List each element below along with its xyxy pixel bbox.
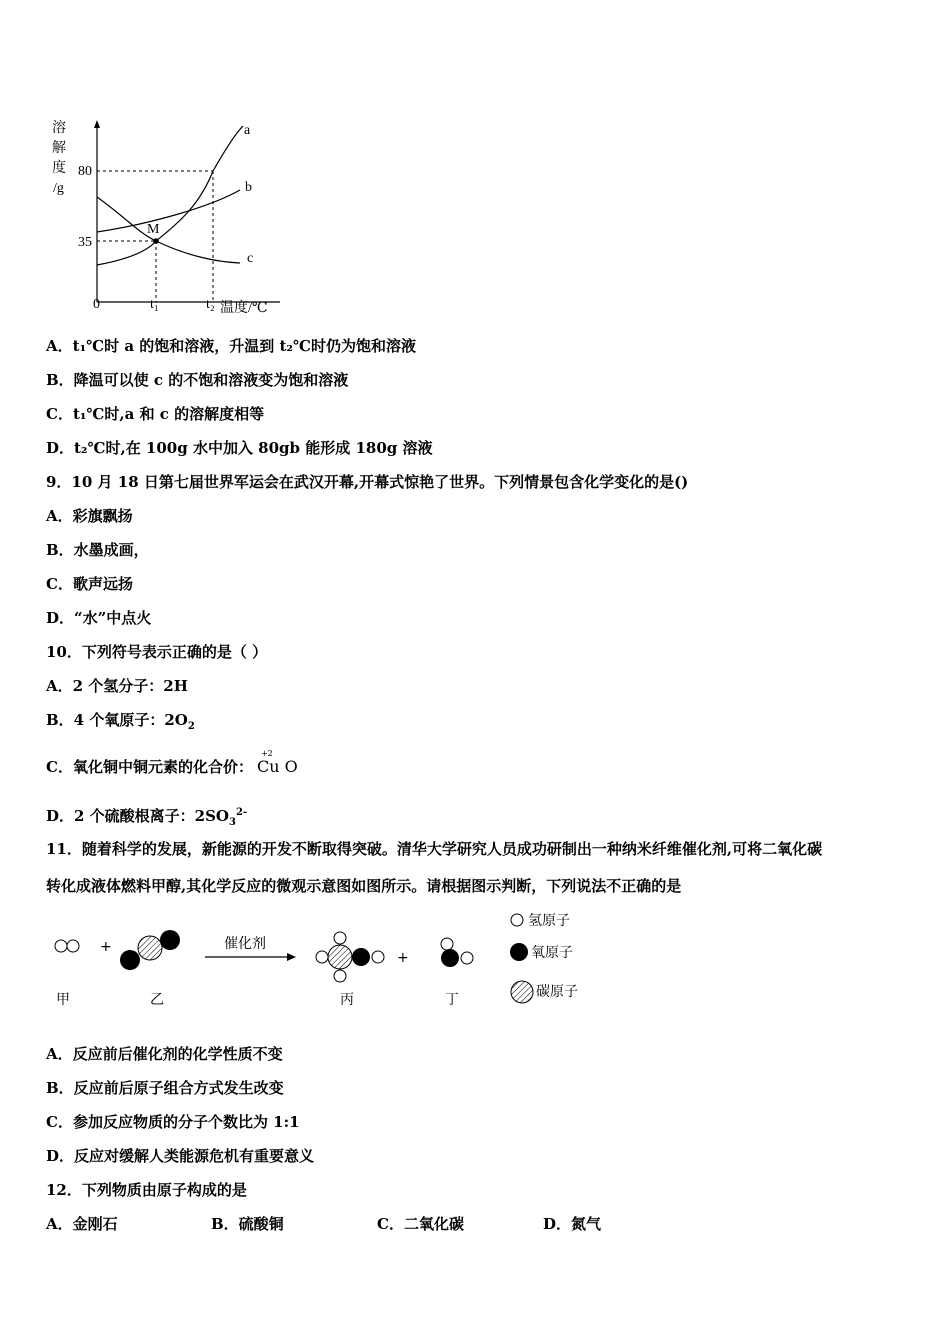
q12-option-c: C．二氧化碳 [377, 1215, 464, 1233]
x-tick-0: 0 [93, 297, 100, 312]
legend [510, 913, 578, 1003]
x-tick-t1: t₁ [150, 297, 159, 312]
cuo-formula [256, 749, 298, 777]
q12-option-b: B．硫酸铜 [211, 1215, 284, 1233]
curve-label-a: a [244, 123, 251, 138]
q10-option-b-sub: 2 [187, 721, 195, 732]
q12-stem: 12．下列物质由原子构成的是 [46, 1181, 247, 1199]
label-yi: 乙 [150, 992, 164, 1008]
q10-stem: 10．下列符号表示正确的是（ ） [46, 643, 268, 661]
legend-hydrogen: 氢原子 [528, 913, 570, 929]
legend-hydrogen-swatch [511, 914, 523, 926]
q11-stem-line1: 11．随着科学的发展，新能源的开发不断取得突破。清华大学研究人员成功研制出一种纳米纤维催化剂,可将二氧化碳 [46, 840, 823, 858]
q10-option-b-text: B．4 个氧原子：2O [46, 711, 188, 729]
label-ding: 丁 [445, 992, 459, 1008]
q9-option-c: C．歌声远扬 [46, 575, 133, 593]
legend-oxygen-swatch [510, 943, 528, 961]
legend-oxygen: 氧原子 [531, 945, 573, 961]
q8-option-d: D．t₂℃时,在 100g 水中加入 80gb 能形成 180g 溶液 [46, 439, 433, 457]
q12-option-a: A．金刚石 [46, 1215, 118, 1233]
q12-option-d: D．氮气 [543, 1215, 602, 1233]
q10-option-b [46, 710, 195, 737]
x-tick-t2: t₂ [206, 297, 215, 312]
q10-option-d [46, 803, 247, 833]
q9-stem: 9．10 月 18 日第七届世界军运会在武汉开幕,开幕式惊艳了世界。下列情景包含化学变化的是() [46, 473, 689, 491]
q10-option-d-sub: 3 [229, 817, 236, 828]
curve-label-c: c [247, 251, 254, 266]
q10-option-c-text: C．氧化铜中铜元素的化合价： [46, 758, 253, 776]
q10-option-a: A．2 个氢分子：2H [46, 677, 188, 695]
q11-stem-line2: 转化成液体燃料甲醇,其化学反应的微观示意图如图所示。请根据图示判断，下列说法不正确的是 [46, 877, 682, 895]
q8-option-c: C．t₁℃时,a 和 c 的溶解度相等 [46, 405, 265, 423]
cuo-valence: +2 [260, 749, 273, 758]
label-jia: 甲 [56, 992, 70, 1008]
molecule-h2 [55, 940, 79, 952]
y-label-1: 溶 [52, 121, 66, 136]
plus-2: + [397, 950, 409, 966]
solubility-chart [40, 112, 300, 322]
q11-option-c: C．参加反应物质的分子个数比为 1:1 [46, 1113, 300, 1131]
catalyst-label: 催化剂 [224, 936, 266, 952]
legend-carbon-swatch [511, 981, 533, 1003]
q11-option-a: A．反应前后催化剂的化学性质不变 [46, 1045, 283, 1063]
y-axis-arrow [94, 120, 100, 128]
y-tick-35: 35 [78, 235, 92, 250]
reaction-arrow-head [287, 953, 296, 961]
q10-option-d-text: D．2 个硫酸根离子：2SO [46, 807, 230, 825]
molecule-co2 [120, 930, 180, 970]
reaction-diagram [40, 900, 620, 1020]
point-m [153, 238, 159, 244]
cuo-text: Cu O [256, 757, 298, 776]
q11-option-b: B．反应前后原子组合方式发生改变 [46, 1079, 284, 1097]
label-bing: 丙 [340, 992, 354, 1008]
curve-label-b: b [245, 180, 252, 195]
q9-option-a: A．彩旗飘扬 [46, 507, 133, 525]
y-label-4: /g [53, 181, 64, 196]
q10-option-c [46, 749, 298, 777]
y-label-3: 度 [52, 161, 66, 176]
plus-1: + [100, 939, 112, 955]
curve-b [97, 190, 240, 232]
molecule-h2o [441, 938, 473, 967]
q8-option-b: B．降温可以使 c 的不饱和溶液变为饱和溶液 [46, 371, 349, 389]
q9-option-d: D．“水”中点火 [46, 609, 152, 627]
q9-option-b: B．水墨成画， [46, 541, 149, 559]
q10-option-d-sup: 2- [235, 807, 248, 818]
x-axis-label: 温度/℃ [220, 301, 268, 316]
y-tick-80: 80 [78, 164, 92, 179]
legend-carbon: 碳原子 [536, 984, 578, 1000]
q8-option-a: A．t₁℃时 a 的饱和溶液，升温到 t₂℃时仍为饱和溶液 [46, 337, 416, 355]
curve-a [97, 126, 243, 265]
molecule-ch3oh [316, 932, 384, 982]
q11-option-d: D．反应对缓解人类能源危机有重要意义 [46, 1147, 315, 1165]
y-label-2: 解 [52, 141, 66, 156]
point-label-m: M [147, 222, 160, 237]
